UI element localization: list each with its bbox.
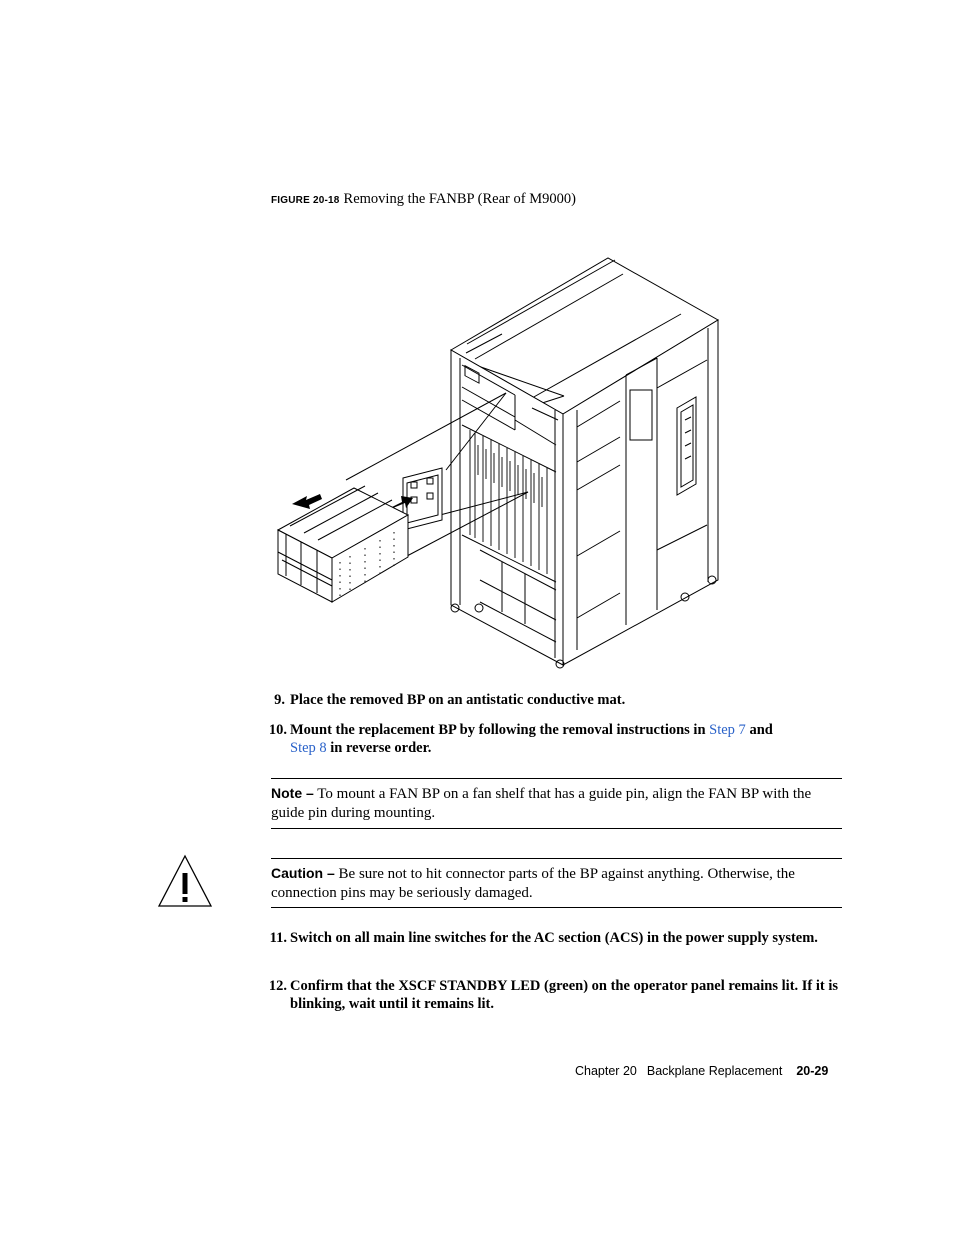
step-text-part: in reverse order. [326,740,432,756]
caution-heading: Caution – [271,865,335,881]
note-text: To mount a FAN BP on a fan shelf that has a guide pin, align the FAN BP with the guide pin during mounting. [271,786,812,821]
caution-text: Be sure not to hit connector parts of the BP against anything. Otherwise, the connection pins may be seriously damaged. [271,866,795,901]
step-number: 11. [269,930,287,946]
step-9 [263,691,843,709]
step-text-part: and [745,722,773,738]
step-12 [263,977,843,1013]
step-10 [263,721,843,757]
step-number: 9. [274,692,285,708]
figure-caption [271,191,576,208]
step-number: 12. [268,978,287,994]
footer-chapter: Chapter 20 [575,1064,637,1078]
step-8-link[interactable]: Step 8 [290,740,327,756]
warning-triangle-icon [157,853,213,909]
step-7-link[interactable]: Step 7 [709,722,746,738]
figure-label: FIGURE 20-18 [271,195,340,206]
note-bottom-rule [271,828,842,829]
page-number: 20-29 [796,1064,829,1078]
fanbp-removal-illustration [270,250,730,675]
footer-title: Backplane Replacement [646,1064,783,1078]
step-number: 10. [268,722,287,738]
page-footer [575,1064,840,1078]
step-text [290,721,843,757]
step-text: Place the removed BP on an antistatic conductive mat. [290,692,626,708]
caution-block [271,864,842,903]
step-text: Confirm that the XSCF STANDBY LED (green) on the operator panel remains lit. If it is blinking, wait until it remains lit. [290,978,839,1012]
caution-top-rule [271,858,842,859]
step-11 [263,929,843,947]
note-block [271,784,842,823]
note-top-rule [271,778,842,779]
note-heading: Note – [271,785,314,801]
step-text: Switch on all main line switches for the AC section (ACS) in the power supply system. [290,930,818,946]
figure-title: Removing the FANBP (Rear of M9000) [343,191,576,207]
step-text-part: Mount the replacement BP by following the removal instructions in [290,722,710,738]
caution-bottom-rule [271,907,842,908]
